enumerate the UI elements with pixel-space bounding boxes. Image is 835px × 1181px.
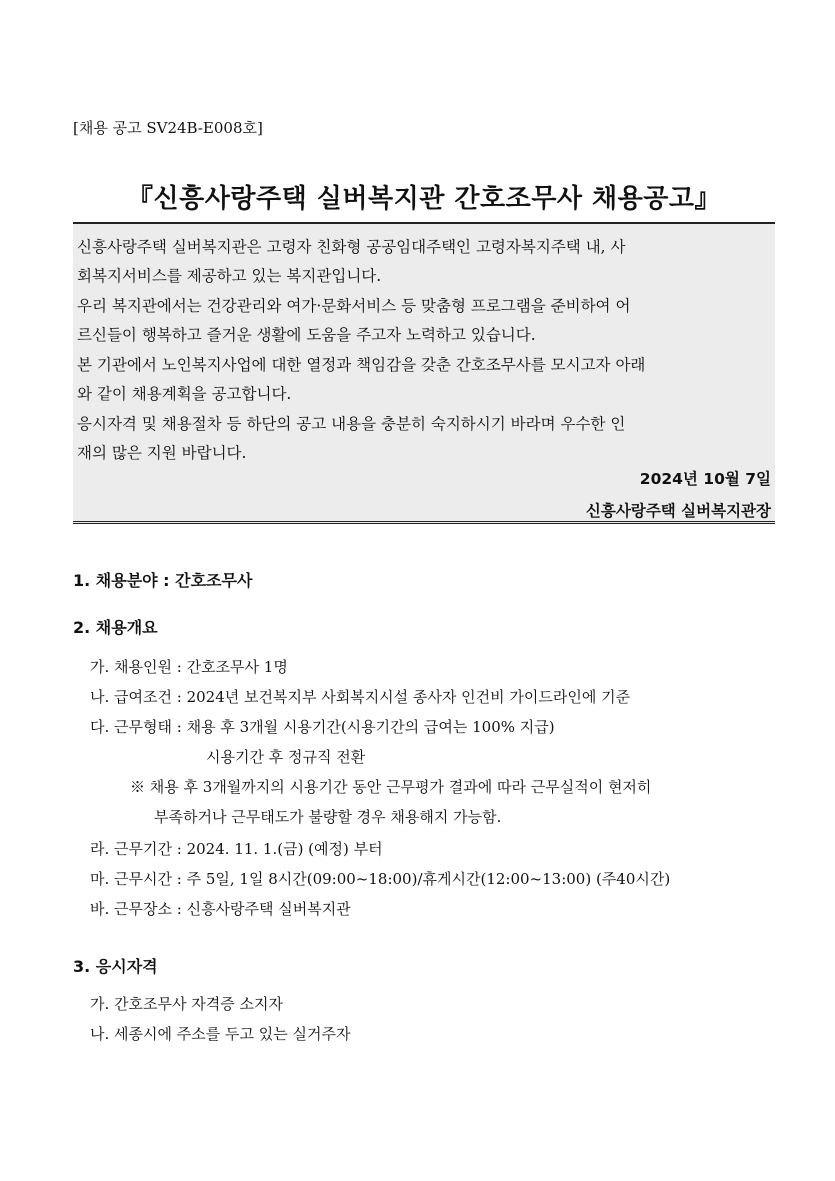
note-item: 부족하거나 근무태도가 불량할 경우 채용해지 가능함. — [154, 808, 502, 826]
list-item: 시용기간 후 정규직 전환 — [206, 748, 366, 766]
page-title: 『신흥사랑주택 실버복지관 간호조무사 채용공고』 — [127, 184, 721, 214]
intro-line: 우리 복지관에서는 건강관리와 여가·문화서비스 등 맞춤형 프로그램을 준비하여 어 — [77, 297, 631, 315]
section-2-title: 2. 채용개요 — [73, 618, 158, 637]
signature: 신흥사랑주택 실버복지관장 — [585, 502, 771, 520]
list-item: 가. 채용인원 : 간호조무사 1명 — [90, 658, 288, 676]
list-item: 라. 근무기간 : 2024. 11. 1.(금) (예정) 부터 — [90, 840, 383, 858]
intro-line: 신흥사랑주택 실버복지관은 고령자 친화형 공공임대주택인 고령자복지주택 내, 사 — [77, 238, 626, 256]
section-1-title: 1. 채용분야 : 간호조무사 — [73, 571, 253, 590]
intro-line: 본 기관에서 노인복지사업에 대한 열정과 책임감을 갖춘 간호조무사를 모시고자 아래 — [77, 356, 646, 374]
list-item: 다. 근무형태 : 채용 후 3개월 시용기간(시용기간의 급여는 100% 지급) — [90, 718, 555, 736]
list-item: 바. 근무장소 : 신흥사랑주택 실버복지관 — [90, 900, 351, 918]
list-item: 가. 간호조무사 자격증 소지자 — [90, 995, 283, 1013]
note-item: ※ 채용 후 3개월까지의 시용기간 동안 근무평가 결과에 따라 근무실적이 현저히 — [130, 778, 652, 796]
list-item: 나. 급여조건 : 2024년 보건복지부 사회복지시설 종사자 인건비 가이드라인에 기준 — [90, 688, 631, 706]
notice-number: [채용 공고 SV24B-E008호] — [73, 119, 263, 137]
intro-line: 회복지서비스를 제공하고 있는 복지관입니다. — [77, 267, 382, 285]
intro-line: 재의 많은 지원 바랍니다. — [77, 444, 247, 462]
list-item: 나. 세종시에 주소를 두고 있는 실거주자 — [90, 1025, 351, 1043]
intro-line: 와 같이 채용계획을 공고합니다. — [77, 385, 292, 403]
notice-date: 2024년 10월 7일 — [639, 470, 771, 488]
list-item: 마. 근무시간 : 주 5일, 1일 8시간(09:00~18:00)/휴게시간(12:00~13:00) (주40시간) — [90, 870, 671, 888]
intro-box — [73, 222, 775, 524]
intro-line: 르신들이 행복하고 즐거운 생활에 도움을 주고자 노력하고 있습니다. — [77, 326, 536, 344]
section-3-title: 3. 응시자격 — [73, 957, 158, 976]
intro-line: 응시자격 및 채용절차 등 하단의 공고 내용을 충분히 숙지하시기 바라며 우수한 인 — [77, 415, 626, 433]
